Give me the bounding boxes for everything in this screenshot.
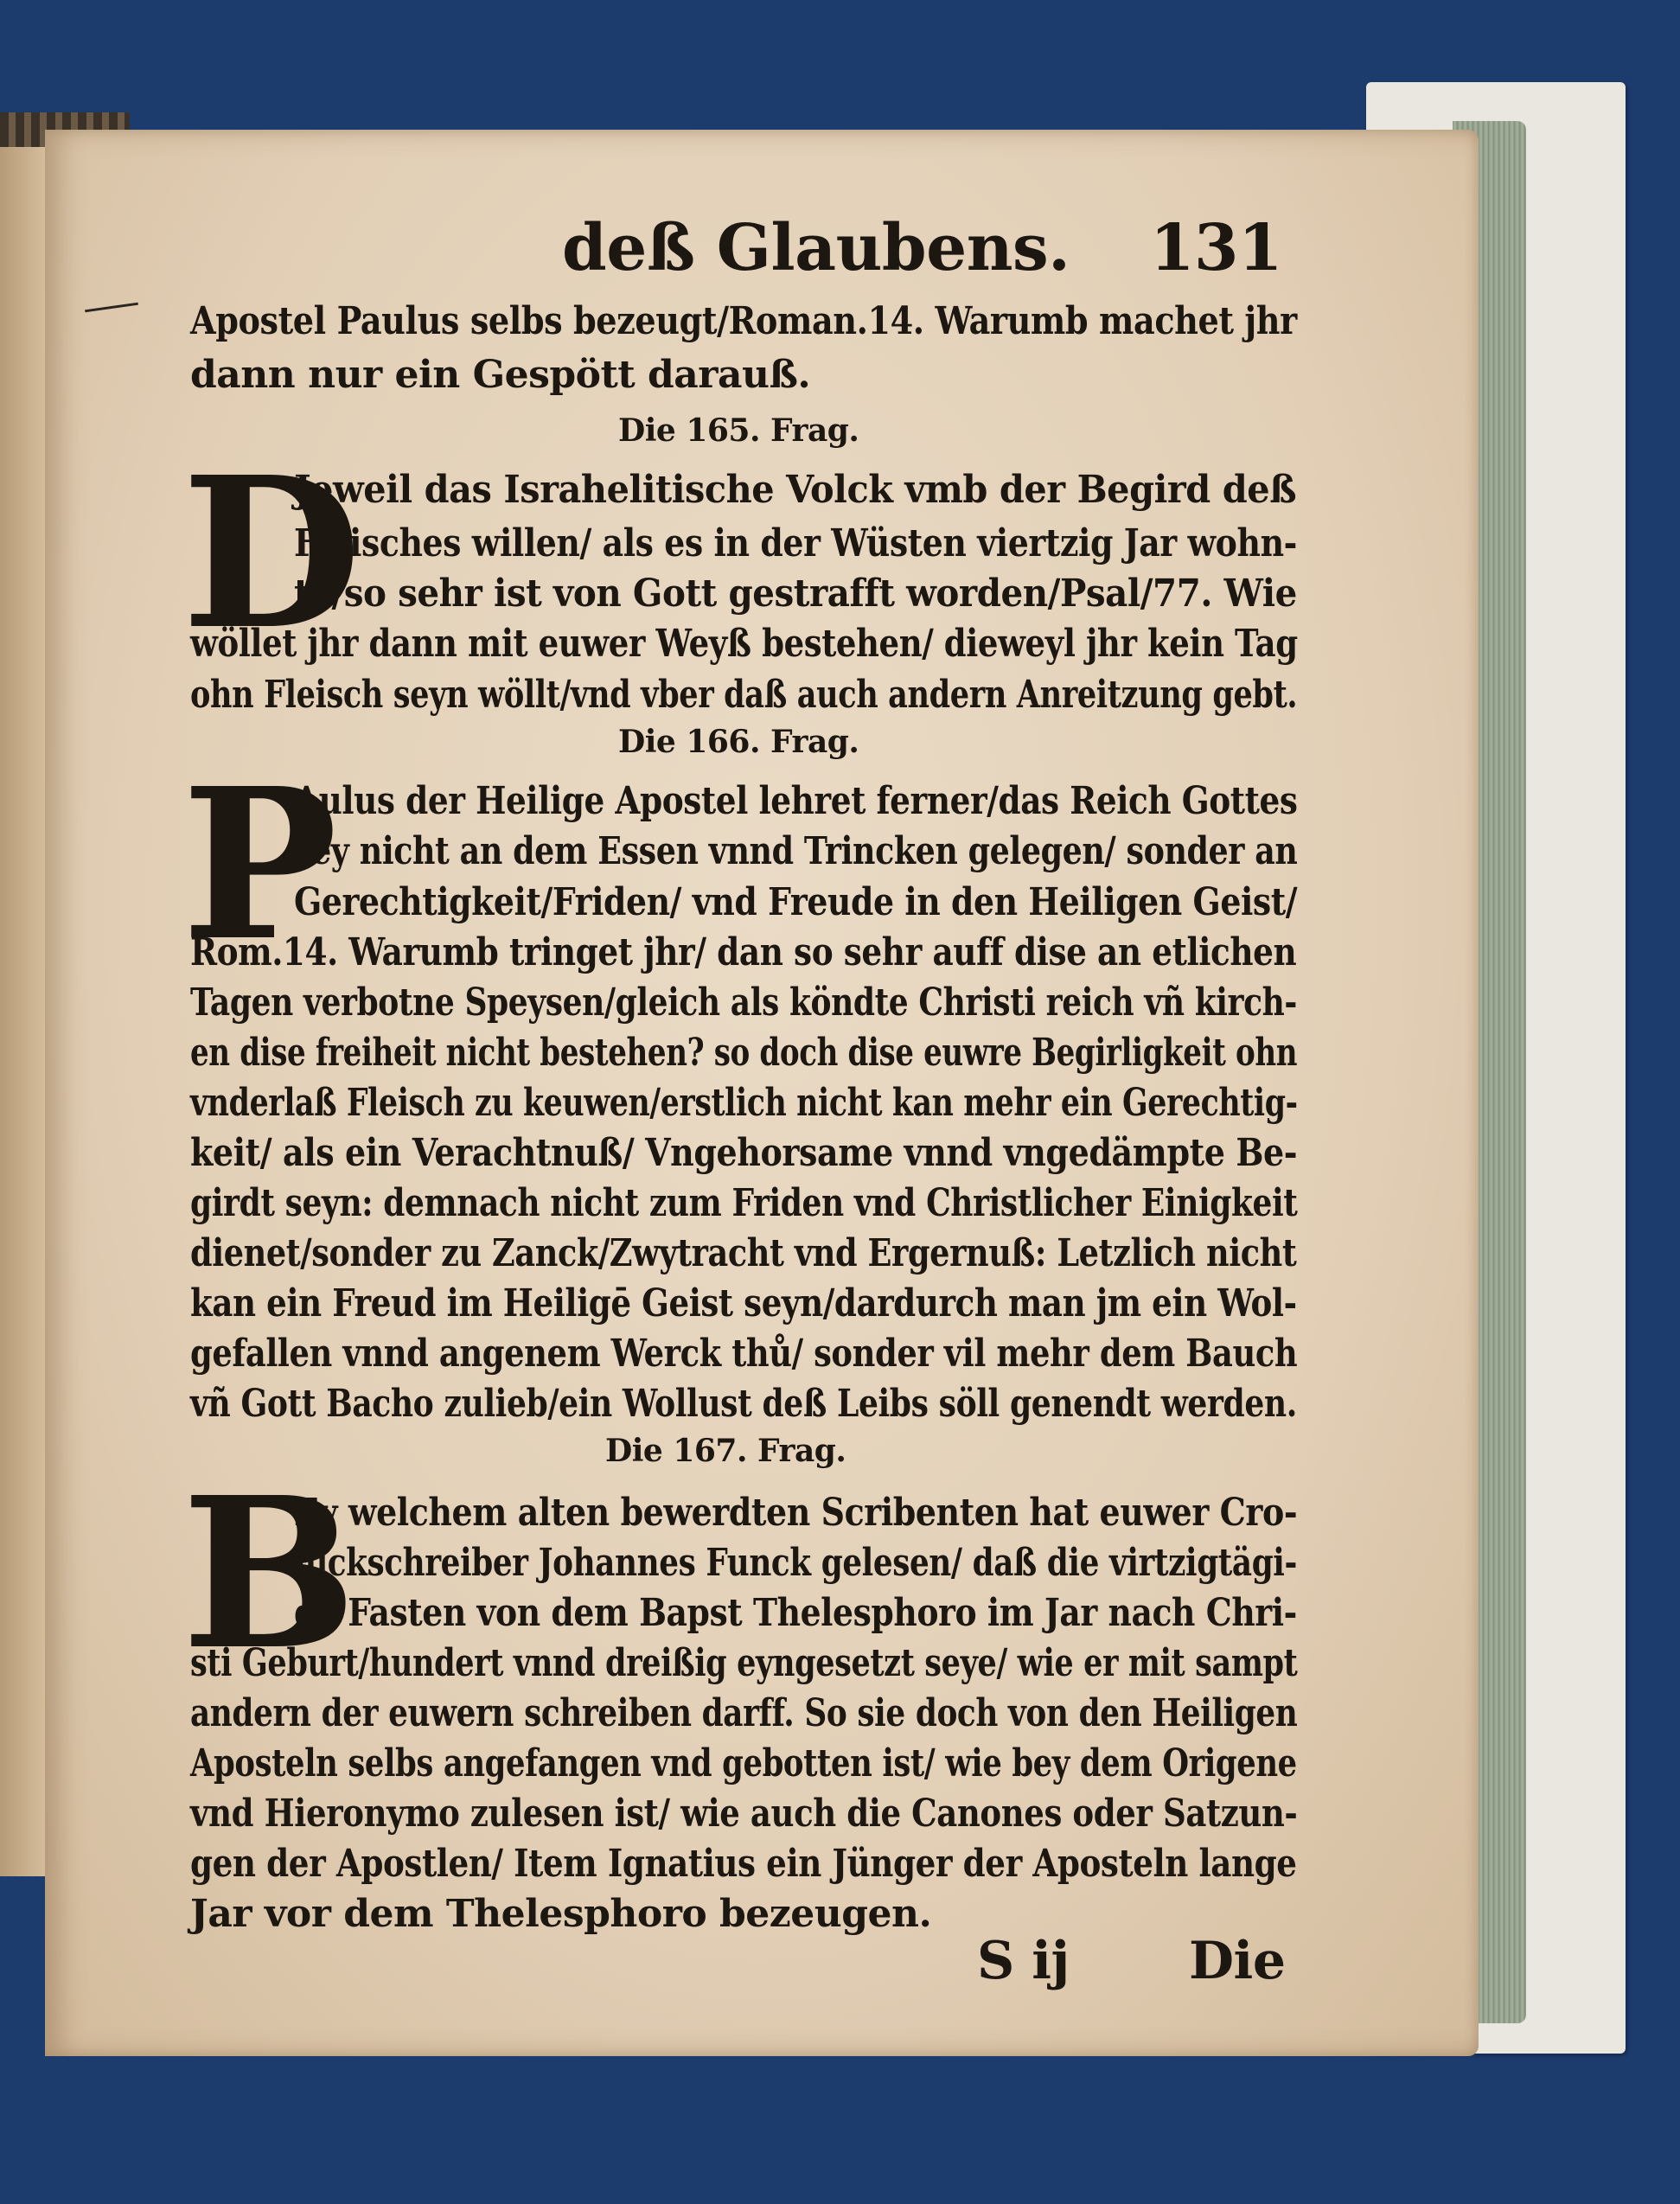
q166-line-5: Tagen verbotne Speysen/gleich als köndte Christi reich vñ kirch- [190,981,1297,1025]
catchword: Die [1189,1931,1286,1991]
q166-line-3: Gerechtigkeit/Friden/ vnd Freude in den Heiligen Geist/ [294,880,1298,924]
q167-line-1: Ey welchem alten bewerdten Scribenten hat euwer Cro- [294,1491,1298,1535]
q167-line-4: sti Geburt/hundert vnnd dreißig eyngesetzt seye/ wie er mit sampt [190,1641,1298,1685]
q167-line-5: andern der euwern schreiben darff. So sie doch von den Heiligen [190,1691,1298,1735]
page-number: 131 [1150,211,1282,285]
q166-line-2: sey nicht an dem Essen vnnd Trincken gelegen/ sonder an [294,829,1298,873]
intro-line-1: Apostel Paulus selbs bezeugt/Roman.14. Warumb machet jhr [190,299,1297,343]
question-166-heading: Die 166. Frag. [618,724,859,760]
q167-line-9: Jar vor dem Thelesphoro bezeugen. [190,1892,932,1936]
q166-line-13: vñ Gott Bacho zulieb/ein Wollust deß Leibs söll genendt werden. [190,1382,1297,1426]
q166-line-6: en dise freiheit nicht bestehen? so doch dise euwre Begirligkeit ohn [190,1031,1298,1075]
question-165-initial: D [182,431,362,675]
question-167-initial: B [182,1452,357,1696]
q167-line-3: ge Fasten von dem Bapst Thelesphoro im Jar nach Chri- [294,1591,1297,1635]
running-head-title: deß Glaubens. [562,211,1070,285]
q166-line-8: keit/ als ein Verachtnuß/ Vngehorsame vnnd vngedämpte Be- [190,1131,1298,1175]
q166-line-7: vnderlaß Fleisch zu keuwen/erstlich nicht kan mehr ein Gerechtig- [190,1081,1298,1125]
q165-line-2: Fleisches willen/ als es in der Wüsten viertzig Jar wohn- [294,521,1297,565]
q165-line-5: ohn Fleisch seyn wöllt/vnd vber daß auch andern Anreitzung gebt. [190,673,1298,717]
question-166-initial: P [182,743,338,987]
q167-line-6: Aposteln selbs angefangen vnd gebotten ist/ wie bey dem Origene [190,1741,1297,1786]
intro-line-2: dann nur ein Gespött darauß. [190,353,811,397]
q167-line-7: vnd Hieronymo zulesen ist/ wie auch die Canones oder Satzun- [190,1792,1298,1836]
q165-line-4: wöllet jhr dann mit euwer Weyß bestehen/ dieweyl jhr kein Tag [190,622,1298,666]
q166-line-9: girdt seyn: demnach nicht zum Friden vnd Christlicher Einigkeit [190,1181,1298,1225]
q165-line-1: Jeweil das Israhelitische Volck vmb der Begird deß [294,468,1297,512]
q165-line-3: te/so sehr ist von Gott gestrafft worden/Psal/77. Wie [294,572,1297,616]
signature-mark: S ij [977,1931,1070,1991]
q166-line-11: kan ein Freud im Heiligē Geist seyn/dardurch man jm ein Wol- [190,1281,1297,1326]
q166-line-4: Rom.14. Warumb tringet jhr/ dan so sehr auff dise an etlichen [190,930,1297,974]
facing-page-edge [0,130,52,1876]
question-165-heading: Die 165. Frag. [618,412,859,449]
q166-line-12: gefallen vnnd angenem Werck thů/ sonder vil mehr dem Bauch [190,1332,1298,1376]
q166-line-10: dienet/sonder zu Zanck/Zwytracht vnd Ergernuß: Letzlich nicht [190,1231,1297,1275]
question-167-heading: Die 167. Frag. [605,1433,846,1469]
q167-line-2: nickschreiber Johannes Funck gelesen/ daß die virtzigtägi- [294,1541,1297,1585]
q166-line-1: Aulus der Heilige Apostel lehret ferner/das Reich Gottes [294,779,1298,823]
q167-line-8: gen der Apostlen/ Item Ignatius ein Jünger der Aposteln lange [190,1842,1297,1886]
